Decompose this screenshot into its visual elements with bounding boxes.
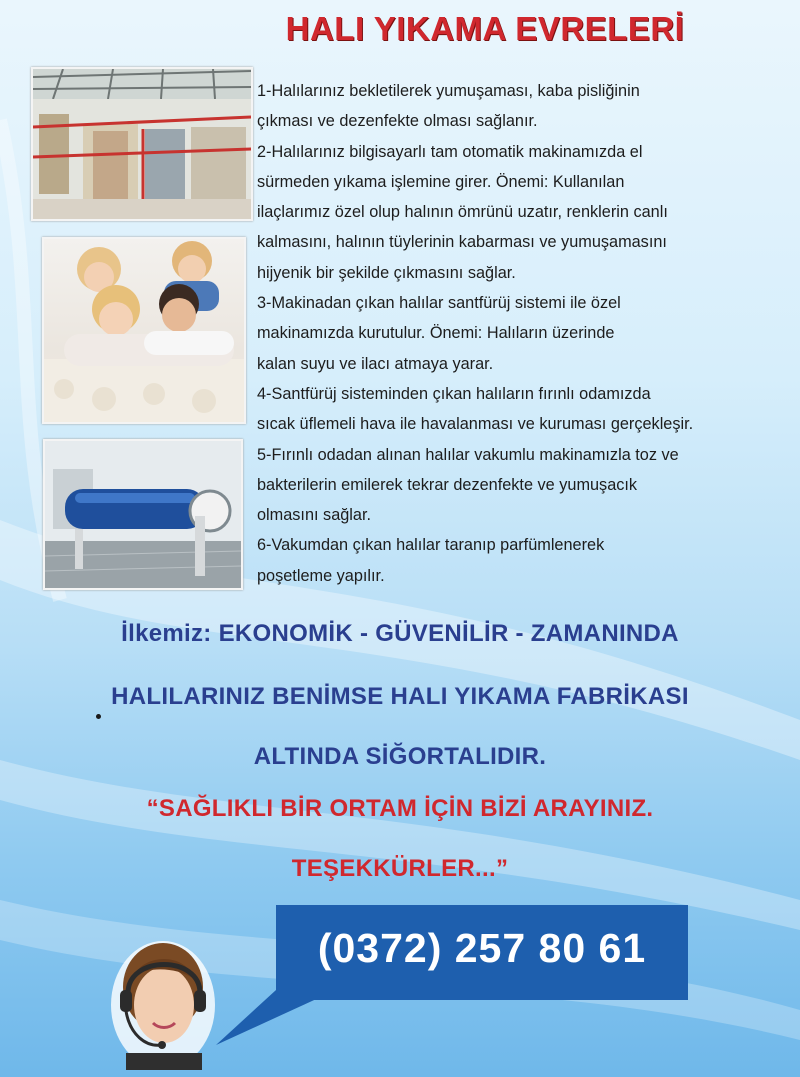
step-line: 4-Santfürüj sisteminden çıkan halıların fırınlı odamızda — [257, 384, 651, 403]
call-center-agent-photo — [106, 935, 220, 1070]
phone-number[interactable]: (0372) 257 80 61 — [317, 925, 647, 971]
step-line: kalan suyu ve ilacı atmaya yarar. — [257, 354, 494, 373]
step-line: 3-Makinadan çıkan halılar santfürüj sistemi ile özel — [257, 294, 621, 313]
step-line: sıcak üflemeli hava ile havalanması ve kuruması gerçekleşir. — [257, 415, 694, 434]
step-line: bakterilerin emilerek tekrar dezenfekte ve yumuşacık — [257, 475, 638, 494]
step-line: çıkması ve dezenfekte olması sağlanır. — [257, 112, 538, 131]
dot-mark — [96, 714, 101, 719]
step-line: olmasını sağlar. — [257, 506, 372, 525]
page-title: HALI YIKAMA EVRELERİ — [285, 10, 685, 47]
step-line: hijyenik bir şekilde çıkmasını sağlar. — [257, 263, 516, 282]
step-line: sürmeden yıkama işlemine girer. Önemi: Kullanılan — [257, 172, 625, 191]
family-on-carpet-photo — [42, 237, 246, 424]
step-line: 1-Halılarınız bekletilerek yumuşaması, kaba pisliğinin — [257, 82, 640, 100]
motto-line: İlkemiz: EKONOMİK - GÜVENİLİR - ZAMANINDA — [121, 620, 679, 647]
washing-steps-text — [257, 76, 727, 591]
step-line: ilaçlarımız özel olup halının ömrünü uzatır, renklerin canlı — [257, 203, 668, 222]
call-line-2: TEŞEKKÜRLER...” — [291, 855, 509, 882]
step-line: 6-Vakumdan çıkan halılar taranıp parfümlenerek — [257, 536, 605, 555]
step-line: poşetleme yapılır. — [257, 566, 385, 585]
step-line: 5-Fırınlı odadan alınan halılar vakumlu makinamızla toz ve — [257, 445, 679, 464]
step-line: 2-Halılarınız bilgisayarlı tam otomatik makinamızda el — [257, 142, 643, 161]
call-line-1: “SAĞLIKLI BİR ORTAM İÇİN BİZİ ARAYINIZ. — [146, 795, 654, 822]
insurance-line-1: HALILARINIZ BENİMSE HALI YIKAMA FABRİKASI — [111, 683, 689, 710]
insurance-line-2: ALTINDA SİĞORTALIDIR. — [253, 743, 547, 770]
carpet-drying-room-photo — [31, 67, 253, 221]
step-line: makinamızda kurutulur. Önemi: Halıların üzerinde — [257, 324, 615, 343]
step-line: kalmasını, halının tüylerinin kabarması ve yumuşamasını — [257, 233, 667, 252]
centrifuge-machine-photo — [43, 439, 243, 590]
